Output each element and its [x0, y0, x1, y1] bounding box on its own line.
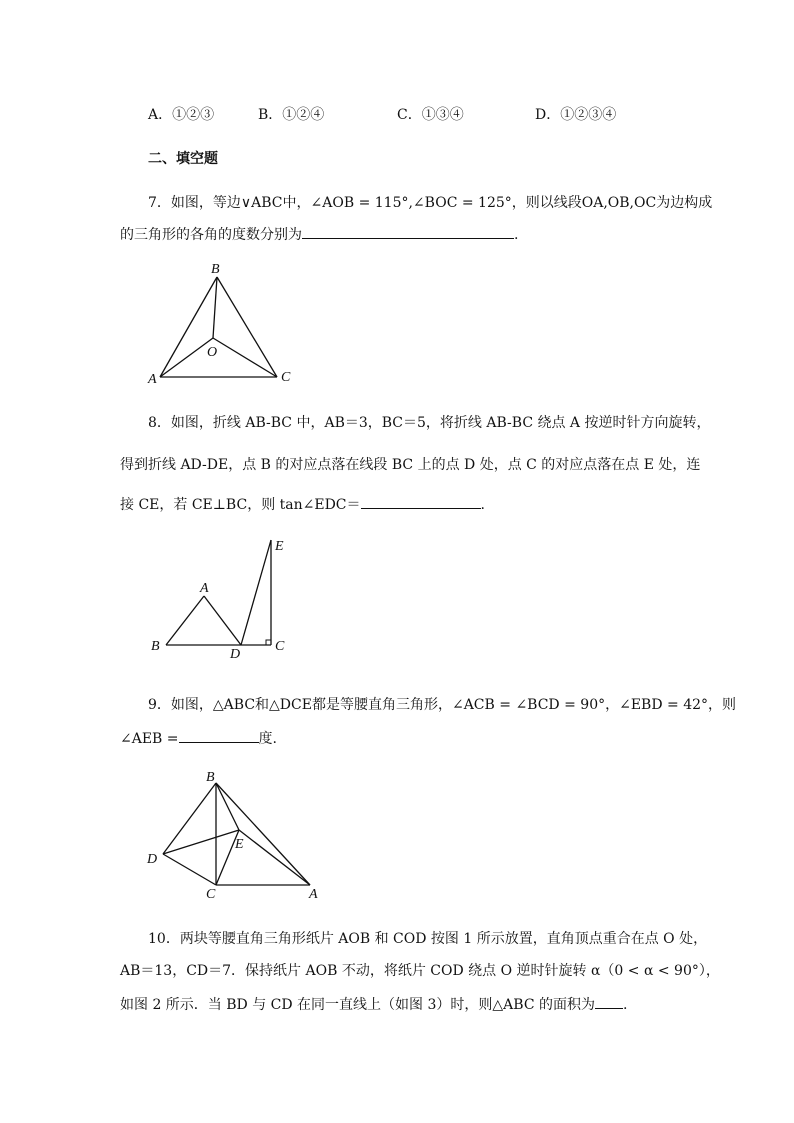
q9-seg-be [216, 783, 239, 830]
q7-seg-ba [160, 277, 217, 377]
q9-seg-ea [239, 830, 310, 885]
q7-line1: 7．如图，等边∨ABC中，∠AOB = 115°,∠BOC = 125°，则以线段OA,OB,OC为边构成 [148, 195, 713, 211]
q9-label-a: A [309, 887, 318, 900]
q7-answer-blank[interactable] [302, 224, 514, 239]
q8-line3 [120, 494, 485, 514]
q8-seg-ad [204, 596, 241, 645]
q7-seg-ob [213, 277, 217, 338]
q8-figure [140, 530, 310, 660]
q9-figure [140, 765, 330, 900]
q8-label-c: C [275, 639, 285, 654]
q7-seg-bc [217, 277, 277, 377]
q9-seg-bd [163, 783, 216, 854]
q7-line2-text: 的三角形的各角的度数分别为 [120, 227, 302, 243]
q8-answer-blank[interactable] [361, 494, 481, 509]
q7-line2 [120, 224, 518, 244]
q9-label-e: E [235, 837, 244, 852]
q7-label-o: O [207, 345, 218, 360]
q9-label-d: D [147, 852, 158, 867]
q8-label-e: E [275, 539, 284, 554]
q9-seg-de [163, 830, 239, 854]
q9-line2-text: ∠AEB = [120, 731, 179, 747]
q10-line3-end: . [623, 997, 628, 1013]
q8-line3-end: . [480, 497, 485, 513]
q8-line3-text: 接 CE，若 CE⊥BC，则 tan∠EDC＝ [120, 497, 361, 513]
q9-seg-ba [216, 783, 310, 885]
q8-seg-de [241, 540, 271, 645]
option-a: A．①②③ [148, 107, 215, 123]
section-title: 二、填空题 [148, 151, 218, 167]
q7-label-b: B [211, 262, 220, 277]
option-b: B．①②④ [258, 107, 325, 123]
q7-label-a: A [148, 372, 157, 387]
option-d: D．①②③④ [535, 107, 617, 123]
q7-label-c: C [281, 370, 291, 385]
q7-seg-oa [160, 338, 213, 377]
q9-label-b: B [206, 770, 215, 785]
q10-answer-blank[interactable] [595, 994, 623, 1009]
q9-label-c: C [206, 887, 216, 900]
q10-line2: AB＝13，CD＝7．保持纸片 AOB 不动，将纸片 COD 绕点 O 逆时针旋转 α（0 < α < 90°）， [120, 963, 720, 979]
q8-line2: 得到折线 AD-DE，点 B 的对应点落在线段 BC 上的点 D 处，点 C 的对应点落在点 E 处，连 [120, 457, 701, 473]
option-c: C．①③④ [397, 107, 464, 123]
q10-line1: 10．两块等腰直角三角形纸片 AOB 和 COD 按图 1 所示放置，直角顶点重合在点 O 处， [148, 931, 708, 947]
q8-label-a: A [200, 581, 209, 596]
q8-line1: 8．如图，折线 AB-BC 中，AB＝3，BC＝5，将折线 AB-BC 绕点 A 按逆时针方向旋转， [148, 415, 711, 431]
q7-seg-oc [213, 338, 277, 377]
q8-label-b: B [151, 639, 160, 654]
q7-figure [140, 255, 310, 390]
q9-line2 [120, 728, 277, 748]
q9-seg-dc [163, 854, 216, 885]
q9-line1: 9．如图，△ABC和△DCE都是等腰直角三角形，∠ACB = ∠BCD = 90°，∠EBD = 42°，则 [148, 697, 737, 713]
q8-label-d: D [230, 647, 241, 660]
q7-line2-end: . [514, 227, 519, 243]
q8-right-angle-mark [266, 640, 271, 645]
q9-answer-blank[interactable] [179, 728, 259, 743]
q10-line3-text: 如图 2 所示．当 BD 与 CD 在同一直线上（如图 3）时，则△ABC 的面积为 [120, 997, 596, 1013]
q9-line2-end: 度. [258, 731, 277, 747]
q8-seg-ab [166, 596, 204, 645]
q10-line3 [120, 994, 627, 1014]
